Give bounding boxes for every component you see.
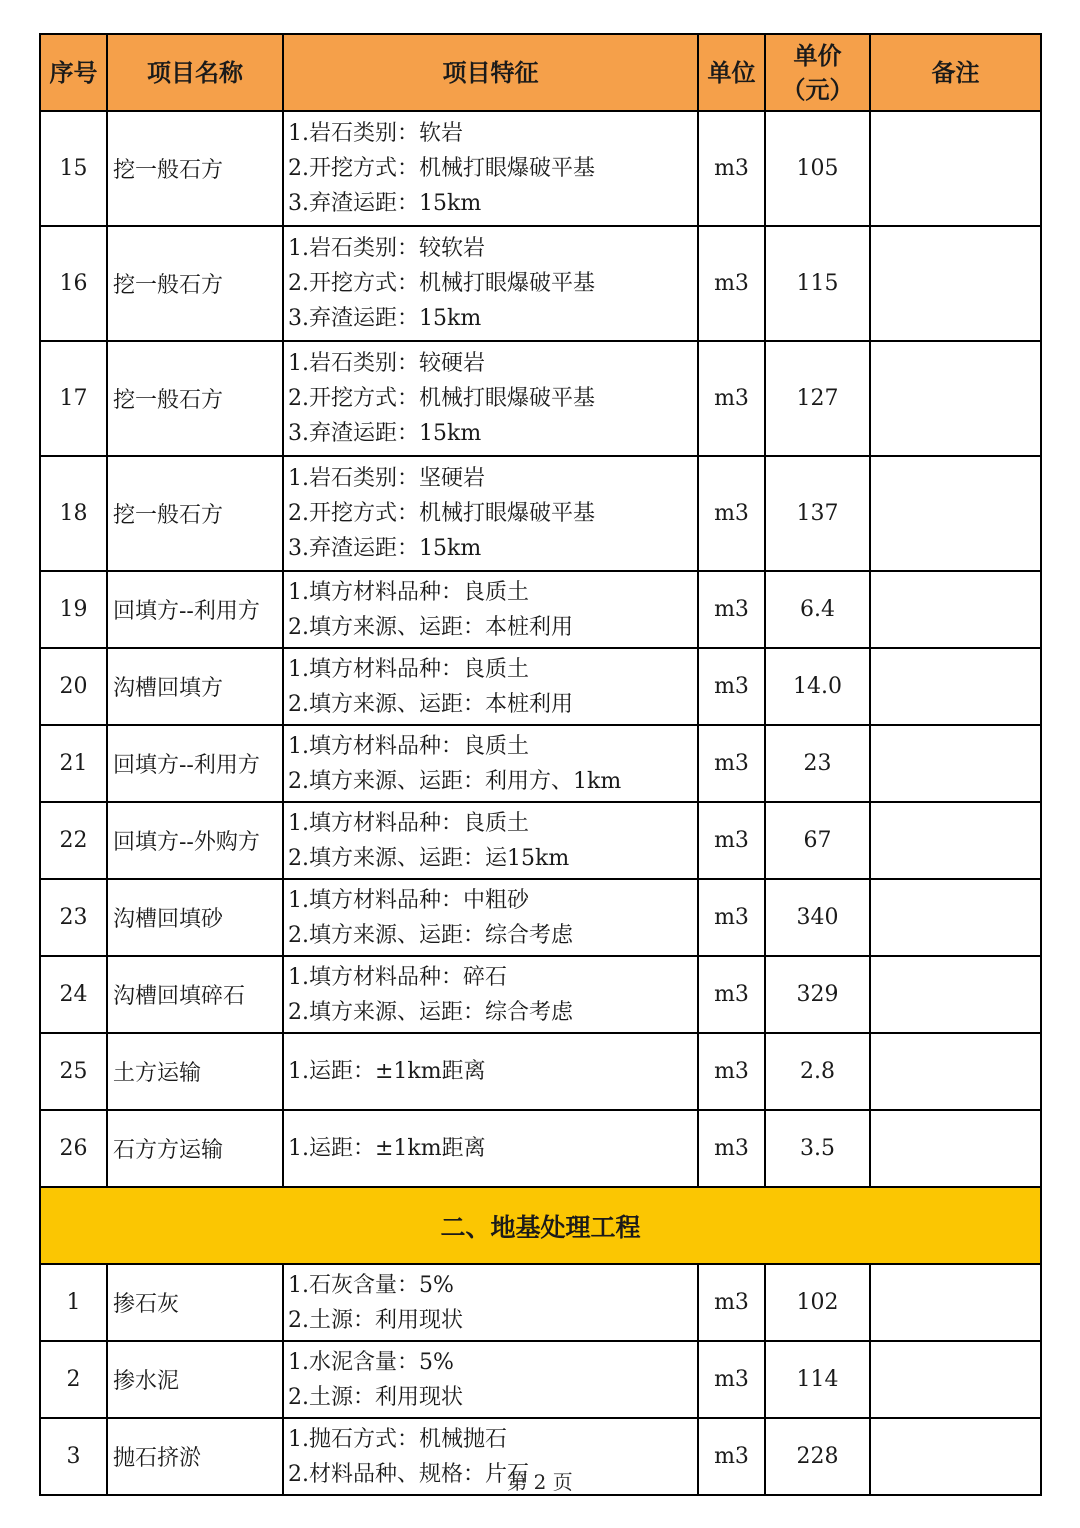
cell-features	[283, 571, 698, 648]
cell-unit: m3	[698, 956, 765, 1033]
cell-unit: m3	[698, 1033, 765, 1110]
table-row	[40, 1341, 1041, 1418]
cell-unit: m3	[698, 341, 765, 456]
cell-price: 14.0	[765, 648, 870, 725]
table-row	[40, 1110, 1041, 1187]
feature-line: 1.填方材料品种：良质土	[288, 810, 529, 836]
price-table	[39, 33, 1042, 1496]
cell-no: 19	[40, 571, 107, 648]
header-row	[40, 34, 1041, 111]
feature-line: 2.填方来源、运距：运15km	[288, 845, 570, 871]
cell-price: 3.5	[765, 1110, 870, 1187]
feature-line: 3.弃渣运距：15km	[288, 306, 482, 331]
cell-features	[283, 1033, 698, 1110]
cell-name: 挖一般石方	[107, 341, 283, 456]
cell-price: 102	[765, 1264, 870, 1341]
cell-name: 回填方--利用方	[107, 725, 283, 802]
header-no: 序号	[40, 34, 107, 111]
cell-no: 25	[40, 1033, 107, 1110]
cell-remark	[870, 802, 1041, 879]
cell-price: 105	[765, 111, 870, 226]
cell-no: 24	[40, 956, 107, 1033]
header-remark: 备注	[870, 34, 1041, 111]
cell-name: 挖一般石方	[107, 226, 283, 341]
cell-features	[283, 341, 698, 456]
cell-price: 6.4	[765, 571, 870, 648]
header-price-line2: （元）	[781, 75, 854, 104]
cell-features	[283, 956, 698, 1033]
cell-features	[283, 226, 698, 341]
table-section	[40, 1187, 1041, 1264]
cell-price: 127	[765, 341, 870, 456]
cell-unit: m3	[698, 571, 765, 648]
cell-price: 340	[765, 879, 870, 956]
cell-no: 2	[40, 1341, 107, 1418]
cell-name: 掺水泥	[107, 1341, 283, 1418]
feature-line: 2.开挖方式：机械打眼爆破平基	[288, 501, 595, 526]
feature-line: 2.开挖方式：机械打眼爆破平基	[288, 386, 595, 411]
cell-name: 回填方--外购方	[107, 802, 283, 879]
cell-features	[283, 111, 698, 226]
section-title: 二、地基处理工程	[40, 1187, 1041, 1264]
cell-features	[283, 802, 698, 879]
table-row	[40, 648, 1041, 725]
cell-no: 1	[40, 1264, 107, 1341]
table-row	[40, 341, 1041, 456]
cell-no: 23	[40, 879, 107, 956]
cell-unit: m3	[698, 111, 765, 226]
cell-features	[283, 1264, 698, 1341]
cell-price: 114	[765, 1341, 870, 1418]
header-name: 项目名称	[107, 34, 283, 111]
cell-name: 沟槽回填砂	[107, 879, 283, 956]
cell-remark	[870, 1264, 1041, 1341]
feature-line: 2.土源：利用现状	[288, 1307, 463, 1333]
cell-remark	[870, 456, 1041, 571]
cell-no: 26	[40, 1110, 107, 1187]
cell-unit: m3	[698, 226, 765, 341]
cell-remark	[870, 341, 1041, 456]
cell-no: 15	[40, 111, 107, 226]
cell-no: 18	[40, 456, 107, 571]
table-row	[40, 956, 1041, 1033]
cell-name: 抛石挤淤	[107, 1418, 283, 1495]
feature-line: 1.运距：±1km距离	[288, 1059, 486, 1084]
cell-name: 挖一般石方	[107, 111, 283, 226]
table-row	[40, 879, 1041, 956]
table-row	[40, 725, 1041, 802]
cell-unit: m3	[698, 456, 765, 571]
table-row	[40, 802, 1041, 879]
cell-remark	[870, 1110, 1041, 1187]
cell-remark	[870, 1033, 1041, 1110]
feature-line: 1.填方材料品种：良质土	[288, 733, 529, 759]
cell-name: 挖一般石方	[107, 456, 283, 571]
feature-line: 2.填方来源、运距：综合考虑	[288, 999, 573, 1025]
header-price	[765, 34, 870, 111]
feature-line: 1.岩石类别：软岩	[288, 121, 463, 146]
table-row	[40, 111, 1041, 226]
table-row	[40, 1264, 1041, 1341]
table-row	[40, 571, 1041, 648]
cell-remark	[870, 956, 1041, 1033]
feature-line: 3.弃渣运距：15km	[288, 191, 482, 216]
table-row	[40, 456, 1041, 571]
feature-line: 1.填方材料品种：良质土	[288, 579, 529, 605]
feature-line: 2.填方来源、运距：本桩利用	[288, 614, 573, 640]
cell-no: 16	[40, 226, 107, 341]
cell-unit: m3	[698, 1264, 765, 1341]
feature-line: 2.材料品种、规格：片石	[288, 1461, 529, 1487]
table-row	[40, 226, 1041, 341]
page-number: 第 2 页	[507, 1470, 573, 1494]
table-row	[40, 1033, 1041, 1110]
cell-price: 115	[765, 226, 870, 341]
cell-name: 掺石灰	[107, 1264, 283, 1341]
feature-line: 1.岩石类别：较软岩	[288, 236, 485, 261]
cell-name: 沟槽回填碎石	[107, 956, 283, 1033]
feature-line: 1.抛石方式：机械抛石	[288, 1426, 507, 1452]
cell-unit: m3	[698, 802, 765, 879]
feature-line: 1.运距：±1km距离	[288, 1136, 486, 1161]
feature-line: 2.土源：利用现状	[288, 1384, 463, 1410]
cell-price: 228	[765, 1418, 870, 1495]
feature-line: 1.岩石类别：坚硬岩	[288, 466, 485, 491]
feature-line: 1.岩石类别：较硬岩	[288, 351, 485, 376]
cell-name: 回填方--利用方	[107, 571, 283, 648]
feature-line: 2.填方来源、运距：综合考虑	[288, 922, 573, 948]
cell-no: 22	[40, 802, 107, 879]
table-body-earthwork	[40, 111, 1041, 1187]
cell-remark	[870, 725, 1041, 802]
cell-name: 石方方运输	[107, 1110, 283, 1187]
feature-line: 2.开挖方式：机械打眼爆破平基	[288, 271, 595, 296]
cell-unit: m3	[698, 879, 765, 956]
cell-remark	[870, 226, 1041, 341]
cell-unit: m3	[698, 1418, 765, 1495]
cell-unit: m3	[698, 725, 765, 802]
feature-line: 1.填方材料品种：良质土	[288, 656, 529, 682]
cell-no: 20	[40, 648, 107, 725]
cell-features	[283, 1341, 698, 1418]
table-body-foundation	[40, 1264, 1041, 1495]
cell-remark	[870, 879, 1041, 956]
header-unit: 单位	[698, 34, 765, 111]
cell-remark	[870, 111, 1041, 226]
feature-line: 2.填方来源、运距：利用方、1km	[288, 768, 622, 794]
cell-unit: m3	[698, 648, 765, 725]
feature-line: 1.填方材料品种：碎石	[288, 964, 507, 990]
cell-name: 沟槽回填方	[107, 648, 283, 725]
cell-price: 23	[765, 725, 870, 802]
cell-remark	[870, 571, 1041, 648]
header-price-line1: 单价	[793, 41, 842, 70]
cell-price: 67	[765, 802, 870, 879]
cell-price: 2.8	[765, 1033, 870, 1110]
feature-line: 1.填方材料品种：中粗砂	[288, 887, 529, 913]
cell-features	[283, 648, 698, 725]
cell-price: 329	[765, 956, 870, 1033]
cell-unit: m3	[698, 1341, 765, 1418]
cell-unit: m3	[698, 1110, 765, 1187]
cell-features	[283, 1110, 698, 1187]
feature-line: 1.石灰含量：5%	[288, 1272, 454, 1298]
cell-features	[283, 456, 698, 571]
section-row	[40, 1187, 1041, 1264]
cell-features	[283, 725, 698, 802]
cell-price: 137	[765, 456, 870, 571]
feature-line: 1.水泥含量：5%	[288, 1349, 454, 1375]
cell-no: 21	[40, 725, 107, 802]
feature-line: 2.填方来源、运距：本桩利用	[288, 691, 573, 717]
cell-features	[283, 879, 698, 956]
feature-line: 2.开挖方式：机械打眼爆破平基	[288, 156, 595, 181]
feature-line: 3.弃渣运距：15km	[288, 536, 482, 561]
header-features: 项目特征	[283, 34, 698, 111]
cell-remark	[870, 648, 1041, 725]
cell-remark	[870, 1341, 1041, 1418]
cell-no: 17	[40, 341, 107, 456]
cell-no: 3	[40, 1418, 107, 1495]
cell-name: 土方运输	[107, 1033, 283, 1110]
feature-line: 3.弃渣运距：15km	[288, 421, 482, 446]
